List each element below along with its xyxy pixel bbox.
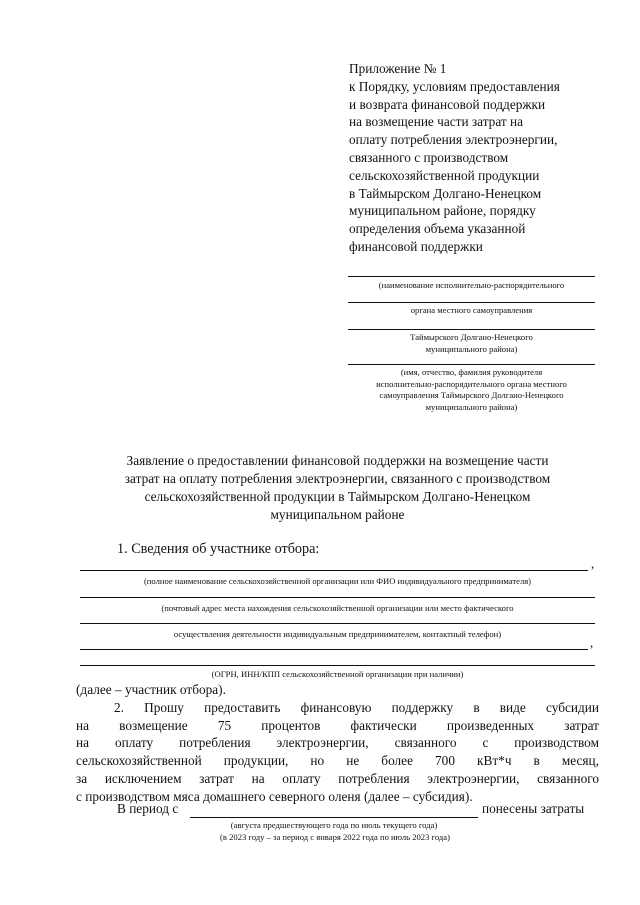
paragraph-2-line: с производством мяса домашнего северного оленя (далее – субсидия).	[76, 788, 473, 804]
paragraph-2-line: 2. Прошу предоставить финансовую поддержку в виде субсидии	[114, 700, 599, 715]
appendix-line: в Таймырском Долгано-Ненецком	[349, 185, 542, 201]
ogrn-hint: (ОГРН, ИНН/КПП сельскохозяйственной организации при наличии)	[211, 669, 464, 679]
appendix-header	[349, 60, 604, 256]
appendix-line: финансовой поддержки	[349, 238, 483, 254]
activity-hint: осуществления деятельности индивидуальным предпринимателем, контактный телефон)	[173, 629, 502, 639]
addressee-hint-line: Таймырского Долгано-Ненецкого	[410, 332, 533, 342]
trailing-comma: ,	[590, 635, 594, 650]
appendix-line: на возмещение части затрат на	[349, 114, 524, 130]
addressee-hint: (наименование исполнительно-распорядительного	[378, 280, 565, 290]
head-name-hint-line: (имя, отчество, фамилия руководителя	[400, 367, 543, 377]
address-line[interactable]	[80, 597, 595, 598]
period-prefix: В период с	[117, 801, 179, 816]
head-name-line[interactable]	[348, 364, 595, 365]
title-line: затрат на оплату потребления электроэнергии, связанного с производством	[124, 471, 551, 486]
addressee-line-2[interactable]	[348, 302, 595, 303]
participant-name-hint: (полное наименование сельскохозяйственной организации или ФИО индивидуального предпринимателя)	[143, 576, 532, 586]
ogrn-line[interactable]	[80, 665, 595, 666]
title-line: сельскохозяйственной продукции в Таймырском Долгано-Ненецком	[144, 489, 531, 504]
title-line: Заявление о предоставлении финансовой поддержки на возмещение части	[126, 453, 549, 468]
appendix-line: к Порядку, условиям предоставления	[349, 78, 560, 94]
appendix-line: и возврата финансовой поддержки	[349, 96, 546, 112]
address-hint: (почтовый адрес места нахождения сельскохозяйственной организации или место фактического	[161, 603, 514, 613]
head-name-hint-line: муниципального района)	[425, 401, 518, 412]
paragraph-2-line: на оплату потребления электроэнергии, связанного с производством	[76, 735, 599, 751]
period-input-line[interactable]	[190, 817, 478, 818]
participant-note-text: (далее – участник отбора).	[76, 682, 226, 697]
appendix-line: сельскохозяйственной продукции	[349, 167, 540, 183]
paragraph-2	[76, 699, 599, 805]
paragraph-2-line: за исключением затрат на оплату потребления электроэнергии, связанного	[76, 770, 599, 786]
addressee-hint-line: муниципального района)	[425, 343, 518, 354]
appendix-line: муниципальном районе, порядку	[349, 203, 536, 219]
period-hint-2: (в 2023 году – за период с января 2022 года по июль 2023 года)	[220, 832, 450, 842]
appendix-line: оплату потребления электроэнергии,	[349, 132, 558, 148]
head-name-hint	[348, 367, 595, 413]
section-1-heading: 1. Сведения об участнике отбора:	[117, 541, 320, 557]
head-name-hint-line: самоуправления Таймырского Долгано-Ненецкого	[379, 390, 564, 401]
appendix-line: Приложение № 1	[349, 61, 447, 76]
appendix-line: определения объема указанной	[349, 221, 526, 237]
paragraph-2-line: на возмещение 75 процентов фактически произведенных затрат	[76, 717, 599, 733]
activity-line[interactable]	[80, 623, 595, 624]
participant-note	[76, 681, 599, 699]
addressee-line-3[interactable]	[348, 329, 595, 330]
addressee-hint	[348, 332, 595, 355]
paragraph-2-line: сельскохозяйственной продукции, но не более 700 кВт*ч в месяц,	[76, 753, 599, 769]
application-title	[60, 452, 615, 524]
title-line: муниципальном районе	[270, 507, 405, 522]
addressee-line-1[interactable]	[348, 276, 595, 277]
head-name-hint-line: исполнительно-распорядительного органа местного	[376, 378, 567, 389]
period-hint-1: (августа предшествующего года по июль текущего года)	[230, 820, 438, 830]
contact-line[interactable]	[80, 649, 588, 650]
participant-name-line[interactable]	[80, 570, 588, 571]
addressee-hint: органа местного самоуправления	[410, 305, 533, 315]
period-suffix: понесены затраты	[482, 801, 585, 816]
appendix-line: связанного с производством	[349, 149, 509, 165]
trailing-comma: ,	[591, 556, 595, 571]
